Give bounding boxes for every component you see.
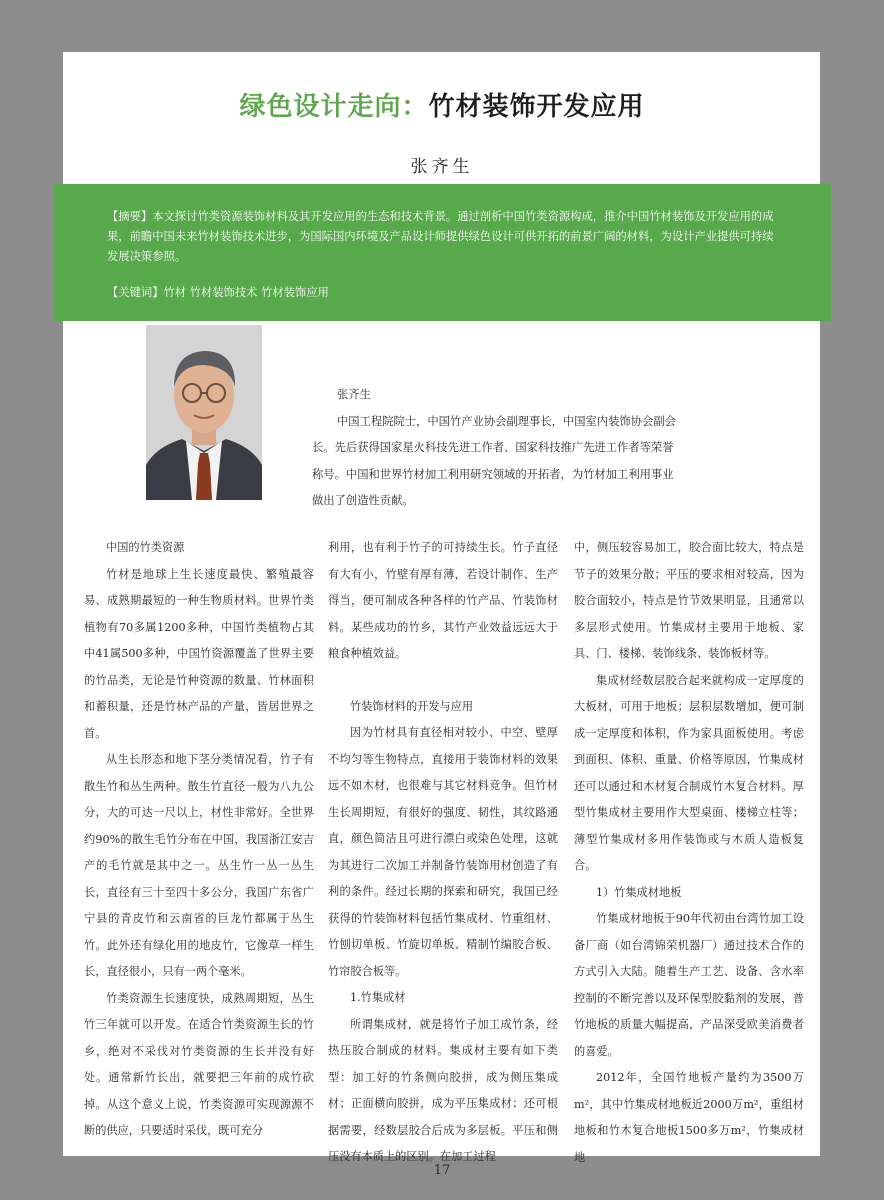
author-bio [312, 382, 682, 515]
column-2 [328, 535, 558, 1163]
column-1 [84, 535, 314, 1145]
author-name: 张齐生 [410, 157, 474, 177]
column-3 [574, 535, 804, 1164]
abstract-box [54, 184, 831, 321]
column-3-paragraph-2: 集成材经数层胶合起来就构成一定厚度的大板材，可用于地板；层积层数增加，便可制成一定厚度和体积，作为家具面板使用。考虑到面积、体积、重量、价格等原因，竹集成材还可以通过和木材复合制成竹木复合材料。厚型竹集成材主要用作大型桌面、楼梯立柱等；薄型竹集成材多用作装饰或与木质人造板复合。 [574, 673, 804, 872]
column-2-paragraph-2: 因为竹材具有直径相对较小、中空、壁厚不均匀等生物特点，直接用于装饰材料的效果远不如木材，也很难与其它材料竞争。但竹材生长周期短，有很好的强度、韧性，其纹路通直，颜色简洁且可进行漂白或染色处理，这就为其进行二次加工并制备竹装饰用材创造了有利的条件。经过长期的探索和研究，我国已经获得的竹装饰材料包括竹集成材、竹重组材、竹刨切单板、竹旋切单板、精制竹编胶合板、竹帘胶合板等。 [328, 726, 558, 978]
column-1-paragraph-1: 竹材是地球上生长速度最快、繁殖最容易、成熟期最短的一种生物质材料。世界竹类植物有70多属1200多种，中国竹类植物占其中41属500多种，中国竹资源覆盖了世界主要的竹品类，无论是竹种资源的数量、竹林面积和蓄积量，还是竹林产品的产量，皆居世界之首。 [84, 567, 314, 740]
author-portrait [146, 325, 262, 500]
subheading-glulam-flooring: 1）竹集成材地板 [596, 885, 682, 899]
portrait-image [146, 325, 262, 500]
page-number: 17 [433, 1163, 451, 1178]
column-1-paragraph-2: 从生长形态和地下茎分类情况看，竹子有散生竹和丛生两种。散生竹直径一般为八九公分，大的可达一尺以上，材性非常好。全世界约90%的散生毛竹分布在中国，我国浙江安吉产的毛竹就是其中之一。丛生竹一丛一丛生长，直径有三十至四十多公分，我国广东省广宁县的青皮竹和云南省的巨龙竹都属于丛生竹。此外还有绿化用的地皮竹，它像草一样生长，直径很小，只有一两个毫米。 [84, 753, 314, 978]
bio-text: 中国工程院院士，中国竹产业协会副理事长，中国室内装饰协会副会长。先后获得国家星火科技先进工作者、国家科技推广先进工作者等荣誉称号。中国和世界竹材加工利用研究领域的开拓者，为竹材加工利用事业做出了创造性贡献。 [312, 414, 676, 507]
article-title [0, 86, 884, 123]
column-3-paragraph-1: 中，侧压较容易加工，胶合面比较大，特点是节子的效果分散；平压的要求相对较高，因为胶合面较小，特点是竹节效果明显，且通常以多层形式使用。竹集成材主要用于地板、家具、门、楼梯、装饰线条、装饰板材等。 [574, 541, 804, 660]
column-3-paragraph-3: 竹集成材地板于90年代初由台湾竹加工设备厂商（如台湾锦荣机器厂）通过技术合作的方式引入大陆。随着生产工艺、设备、含水率控制的不断完善以及环保型胶黏剂的发展，普竹地板的质量大幅提高，产品深受欧美消费者的喜爱。 [574, 912, 804, 1058]
column-2-paragraph-3: 所谓集成材，就是将竹子加工成竹条，经热压胶合制成的材料。集成材主要有如下类型：加工好的竹条侧向胶拼，成为侧压集成材；正面横向胶拼，成为平压集成材；还可根据需要，经数层胶合后成为多层板。平压和侧压没有本质上的区别。在加工过程 [328, 1017, 558, 1163]
abstract-keywords: 【关键词】竹材 竹材装饰技术 竹材装饰应用 [107, 286, 329, 299]
bio-name: 张齐生 [337, 388, 371, 401]
abstract-summary: 【摘要】本文探讨竹类资源装饰材料及其开发应用的生态和技术背景。通过剖析中国竹类资源构成，推介中国竹材装饰及开发应用的成果，前瞻中国未来竹材装饰技术进步，为国际国内环境及产品设计师提供绿色设计可供开拓的前景广阔的材料，为设计产业提供可持续发展决策参照。 [107, 210, 774, 263]
title-green-part: 绿色设计走向： [239, 92, 429, 122]
column-3-paragraph-4: 2012年，全国竹地板产量约为3500万m²，其中竹集成材地板近2000万m²，重组材地板和竹木复合地板1500多万m²，竹集成材地 [574, 1071, 804, 1164]
column-2-paragraph-1: 利用，也有利于竹子的可持续生长。竹子直径有大有小，竹壁有厚有薄，若设计制作、生产得当，便可制成各种各样的竹产品、竹装饰材料。某些成功的竹乡，其竹产业效益远远大于粮食种植效益。 [328, 541, 558, 660]
section-heading-development: 竹装饰材料的开发与应用 [350, 699, 474, 713]
title-dark-part: 竹材装饰开发应用 [428, 92, 645, 122]
column-1-paragraph-3: 竹类资源生长速度快，成熟周期短，丛生竹三年就可以开发。在适合竹类资源生长的竹乡，绝对不采伐对竹类资源的生长并没有好处。通常新竹长出，就要把三年前的成竹砍掉。从这个意义上说，竹类资源可实现源源不断的供应，只要适时采伐，既可充分 [84, 991, 314, 1137]
section-heading-bamboo-resources: 中国的竹类资源 [106, 541, 185, 554]
subheading-glulam: 1.竹集成材 [350, 991, 406, 1004]
